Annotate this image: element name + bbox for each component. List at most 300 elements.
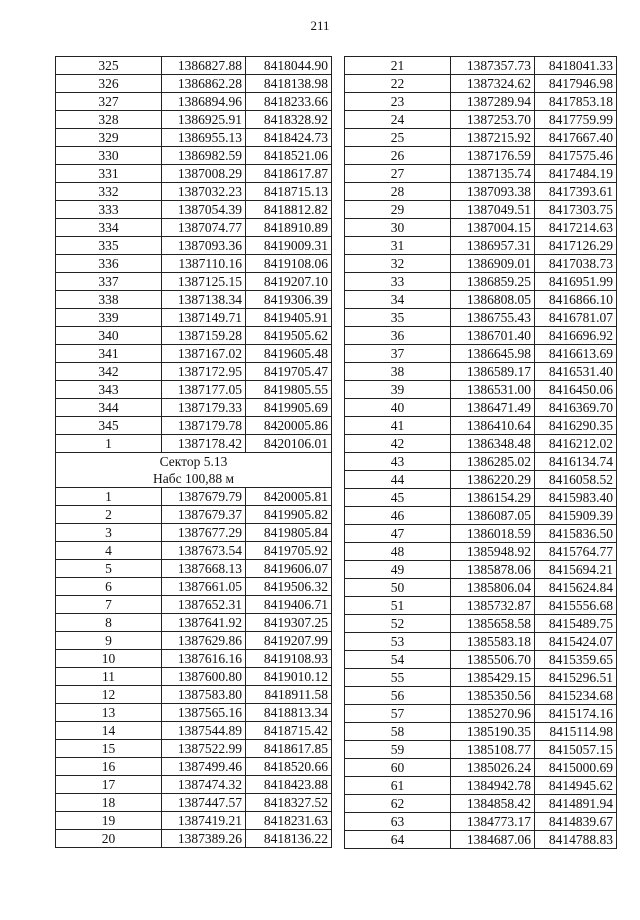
- coord-y: 8415694.21: [535, 561, 617, 579]
- coord-y: 8415296.51: [535, 669, 617, 687]
- coord-x: 1386808.05: [451, 291, 535, 309]
- table-row: [345, 543, 617, 561]
- point-number: 344: [56, 399, 162, 417]
- table-row: [345, 687, 617, 705]
- table-row: [345, 759, 617, 777]
- table-row: [56, 93, 332, 111]
- coord-x: 1387616.16: [162, 650, 246, 668]
- coord-x: 1387049.51: [451, 201, 535, 219]
- table-row: [56, 183, 332, 201]
- point-number: 328: [56, 111, 162, 129]
- point-number: 343: [56, 381, 162, 399]
- table-row: [345, 777, 617, 795]
- point-number: 327: [56, 93, 162, 111]
- table-row: [345, 399, 617, 417]
- coord-y: 8419108.93: [246, 650, 332, 668]
- coord-x: 1387074.77: [162, 219, 246, 237]
- coord-y: 8416781.07: [535, 309, 617, 327]
- coord-x: 1386220.29: [451, 471, 535, 489]
- coord-x: 1387167.02: [162, 345, 246, 363]
- table-row: [56, 812, 332, 830]
- coord-x: 1387673.54: [162, 542, 246, 560]
- point-number: 38: [345, 363, 451, 381]
- coord-y: 8419009.31: [246, 237, 332, 255]
- coord-x: 1387093.36: [162, 237, 246, 255]
- coord-y: 8415057.15: [535, 741, 617, 759]
- coord-y: 8416531.40: [535, 363, 617, 381]
- coord-y: 8415000.69: [535, 759, 617, 777]
- sector-subtitle: Набс 100,88 м: [56, 470, 332, 488]
- coord-x: 1387125.15: [162, 273, 246, 291]
- coord-x: 1387583.80: [162, 686, 246, 704]
- point-number: 5: [56, 560, 162, 578]
- table-row: [345, 291, 617, 309]
- coord-x: 1384773.17: [451, 813, 535, 831]
- table-row: [345, 111, 617, 129]
- coord-x: 1387135.74: [451, 165, 535, 183]
- point-number: 14: [56, 722, 162, 740]
- coord-y: 8417484.19: [535, 165, 617, 183]
- coord-y: 8420005.86: [246, 417, 332, 435]
- coord-y: 8417759.99: [535, 111, 617, 129]
- coord-y: 8417393.61: [535, 183, 617, 201]
- table-row: [56, 524, 332, 542]
- point-number: 329: [56, 129, 162, 147]
- coord-y: 8415424.07: [535, 633, 617, 651]
- coord-x: 1386925.91: [162, 111, 246, 129]
- table-row: [56, 327, 332, 345]
- table-row: [56, 237, 332, 255]
- coord-y: 8419606.07: [246, 560, 332, 578]
- point-number: 33: [345, 273, 451, 291]
- point-number: 24: [345, 111, 451, 129]
- coord-x: 1386285.02: [451, 453, 535, 471]
- coord-x: 1387661.05: [162, 578, 246, 596]
- table-row: [345, 309, 617, 327]
- coordinates-table-right: [344, 56, 617, 849]
- table-row: [56, 614, 332, 632]
- coord-x: 1387447.57: [162, 794, 246, 812]
- coord-y: 8419805.84: [246, 524, 332, 542]
- coord-x: 1387474.32: [162, 776, 246, 794]
- point-number: 334: [56, 219, 162, 237]
- coord-x: 1387149.71: [162, 309, 246, 327]
- point-number: 1: [56, 488, 162, 506]
- coord-y: 8415174.16: [535, 705, 617, 723]
- table-row: [56, 57, 332, 75]
- coord-y: 8418041.33: [535, 57, 617, 75]
- coord-x: 1387668.13: [162, 560, 246, 578]
- table-row: [345, 147, 617, 165]
- point-number: 6: [56, 578, 162, 596]
- coord-y: 8419010.12: [246, 668, 332, 686]
- coord-y: 8417303.75: [535, 201, 617, 219]
- coord-x: 1387677.29: [162, 524, 246, 542]
- coord-y: 8419207.99: [246, 632, 332, 650]
- coord-x: 1385429.15: [451, 669, 535, 687]
- point-number: 62: [345, 795, 451, 813]
- coord-x: 1385583.18: [451, 633, 535, 651]
- point-number: 22: [345, 75, 451, 93]
- coord-x: 1387419.21: [162, 812, 246, 830]
- coord-x: 1387178.42: [162, 435, 246, 453]
- coord-x: 1387499.46: [162, 758, 246, 776]
- point-number: 64: [345, 831, 451, 849]
- point-number: 1: [56, 435, 162, 453]
- point-number: 339: [56, 309, 162, 327]
- point-number: 51: [345, 597, 451, 615]
- coord-x: 1387679.79: [162, 488, 246, 506]
- coord-x: 1386827.88: [162, 57, 246, 75]
- coord-x: 1386410.64: [451, 417, 535, 435]
- coord-y: 8419605.48: [246, 345, 332, 363]
- point-number: 50: [345, 579, 451, 597]
- coord-x: 1387641.92: [162, 614, 246, 632]
- coord-y: 8418136.22: [246, 830, 332, 848]
- coord-y: 8415556.68: [535, 597, 617, 615]
- point-number: 37: [345, 345, 451, 363]
- coord-x: 1387110.16: [162, 255, 246, 273]
- coord-y: 8419108.06: [246, 255, 332, 273]
- coord-x: 1385506.70: [451, 651, 535, 669]
- coord-x: 1386589.17: [451, 363, 535, 381]
- table-row: [345, 363, 617, 381]
- point-number: 35: [345, 309, 451, 327]
- coord-x: 1385732.87: [451, 597, 535, 615]
- coord-y: 8419406.71: [246, 596, 332, 614]
- point-number: 326: [56, 75, 162, 93]
- coord-y: 8419805.55: [246, 381, 332, 399]
- coord-y: 8418233.66: [246, 93, 332, 111]
- coord-y: 8415836.50: [535, 525, 617, 543]
- coord-x: 1385806.04: [451, 579, 535, 597]
- table-row: [345, 705, 617, 723]
- point-number: 30: [345, 219, 451, 237]
- table-row: [56, 147, 332, 165]
- coord-y: 8416212.02: [535, 435, 617, 453]
- coord-x: 1385190.35: [451, 723, 535, 741]
- table-row: [56, 129, 332, 147]
- table-row: [56, 758, 332, 776]
- point-number: 340: [56, 327, 162, 345]
- coord-y: 8418520.66: [246, 758, 332, 776]
- point-number: 13: [56, 704, 162, 722]
- page-number: 211: [310, 18, 330, 33]
- point-number: 49: [345, 561, 451, 579]
- coord-y: 8418424.73: [246, 129, 332, 147]
- point-number: 63: [345, 813, 451, 831]
- coord-y: 8420005.81: [246, 488, 332, 506]
- coord-y: 8418044.90: [246, 57, 332, 75]
- coord-y: 8414891.94: [535, 795, 617, 813]
- point-number: 20: [56, 830, 162, 848]
- point-number: 325: [56, 57, 162, 75]
- coord-y: 8416369.70: [535, 399, 617, 417]
- coord-y: 8414945.62: [535, 777, 617, 795]
- coord-x: 1384858.42: [451, 795, 535, 813]
- point-number: 48: [345, 543, 451, 561]
- table-row: [56, 255, 332, 273]
- point-number: 58: [345, 723, 451, 741]
- table-row: [345, 507, 617, 525]
- table-row: [345, 579, 617, 597]
- coord-x: 1387389.26: [162, 830, 246, 848]
- sector-header-row: [56, 453, 332, 471]
- table-row: [56, 435, 332, 453]
- table-row: [345, 201, 617, 219]
- coord-x: 1386645.98: [451, 345, 535, 363]
- table-row: [56, 776, 332, 794]
- coord-y: 8418812.82: [246, 201, 332, 219]
- coord-y: 8417575.46: [535, 147, 617, 165]
- point-number: 40: [345, 399, 451, 417]
- coord-x: 1387600.80: [162, 668, 246, 686]
- table-row: [56, 488, 332, 506]
- coord-x: 1385878.06: [451, 561, 535, 579]
- table-row: [345, 57, 617, 75]
- coord-x: 1387138.34: [162, 291, 246, 309]
- coord-x: 1386087.05: [451, 507, 535, 525]
- point-number: 44: [345, 471, 451, 489]
- table-row: [345, 651, 617, 669]
- point-number: 41: [345, 417, 451, 435]
- coord-x: 1386471.49: [451, 399, 535, 417]
- table-row: [56, 291, 332, 309]
- point-number: 331: [56, 165, 162, 183]
- point-number: 3: [56, 524, 162, 542]
- coord-y: 8416951.99: [535, 273, 617, 291]
- table-row: [345, 435, 617, 453]
- table-row: [56, 273, 332, 291]
- coord-x: 1385658.58: [451, 615, 535, 633]
- table-row: [56, 722, 332, 740]
- coord-x: 1385270.96: [451, 705, 535, 723]
- table-row: [345, 489, 617, 507]
- point-number: 29: [345, 201, 451, 219]
- coord-y: 8420106.01: [246, 435, 332, 453]
- table-row: [56, 740, 332, 758]
- point-number: 16: [56, 758, 162, 776]
- coord-y: 8418715.42: [246, 722, 332, 740]
- coord-y: 8415983.40: [535, 489, 617, 507]
- coord-x: 1387289.94: [451, 93, 535, 111]
- table-row: [345, 723, 617, 741]
- table-row: [56, 704, 332, 722]
- coord-x: 1387054.39: [162, 201, 246, 219]
- point-number: 46: [345, 507, 451, 525]
- coord-x: 1387357.73: [451, 57, 535, 75]
- point-number: 60: [345, 759, 451, 777]
- point-number: 36: [345, 327, 451, 345]
- coord-x: 1387179.78: [162, 417, 246, 435]
- coord-x: 1386957.31: [451, 237, 535, 255]
- table-row: [345, 795, 617, 813]
- point-number: 336: [56, 255, 162, 273]
- point-number: 28: [345, 183, 451, 201]
- table-row: [345, 183, 617, 201]
- coord-y: 8416613.69: [535, 345, 617, 363]
- point-number: 26: [345, 147, 451, 165]
- coord-y: 8417038.73: [535, 255, 617, 273]
- coord-x: 1386862.28: [162, 75, 246, 93]
- point-number: 345: [56, 417, 162, 435]
- table-row: [345, 471, 617, 489]
- coord-x: 1386859.25: [451, 273, 535, 291]
- point-number: 341: [56, 345, 162, 363]
- coord-y: 8418813.34: [246, 704, 332, 722]
- table-row: [56, 201, 332, 219]
- table-row: [345, 129, 617, 147]
- point-number: 330: [56, 147, 162, 165]
- table-row: [345, 597, 617, 615]
- point-number: 53: [345, 633, 451, 651]
- point-number: 17: [56, 776, 162, 794]
- point-number: 19: [56, 812, 162, 830]
- coord-x: 1384687.06: [451, 831, 535, 849]
- point-number: 335: [56, 237, 162, 255]
- point-number: 333: [56, 201, 162, 219]
- coord-x: 1387253.70: [451, 111, 535, 129]
- coord-y: 8418327.52: [246, 794, 332, 812]
- coord-y: 8419905.69: [246, 399, 332, 417]
- point-number: 61: [345, 777, 451, 795]
- table-row: [345, 813, 617, 831]
- table-row: [56, 506, 332, 524]
- coord-x: 1387004.15: [451, 219, 535, 237]
- coord-x: 1387522.99: [162, 740, 246, 758]
- table-row: [345, 75, 617, 93]
- coord-x: 1387215.92: [451, 129, 535, 147]
- coord-x: 1385026.24: [451, 759, 535, 777]
- coord-y: 8418423.88: [246, 776, 332, 794]
- coord-y: 8418911.58: [246, 686, 332, 704]
- table-row: [56, 668, 332, 686]
- point-number: 10: [56, 650, 162, 668]
- point-number: 54: [345, 651, 451, 669]
- table-row: [56, 686, 332, 704]
- table-row: [56, 650, 332, 668]
- coord-x: 1387629.86: [162, 632, 246, 650]
- point-number: 39: [345, 381, 451, 399]
- table-row: [56, 345, 332, 363]
- point-number: 55: [345, 669, 451, 687]
- point-number: 32: [345, 255, 451, 273]
- table-row: [345, 345, 617, 363]
- coord-y: 8419307.25: [246, 614, 332, 632]
- table-row: [345, 831, 617, 849]
- coord-y: 8414788.83: [535, 831, 617, 849]
- coord-x: 1384942.78: [451, 777, 535, 795]
- table-row: [345, 381, 617, 399]
- point-number: 52: [345, 615, 451, 633]
- point-number: 42: [345, 435, 451, 453]
- table-row: [345, 453, 617, 471]
- coord-y: 8415624.84: [535, 579, 617, 597]
- coord-y: 8415909.39: [535, 507, 617, 525]
- table-row: [56, 560, 332, 578]
- point-number: 27: [345, 165, 451, 183]
- coord-x: 1386982.59: [162, 147, 246, 165]
- table-row: [345, 741, 617, 759]
- table-row: [56, 542, 332, 560]
- table-row: [56, 165, 332, 183]
- coord-x: 1386531.00: [451, 381, 535, 399]
- point-number: 15: [56, 740, 162, 758]
- coord-y: 8415359.65: [535, 651, 617, 669]
- coord-x: 1387032.23: [162, 183, 246, 201]
- table-row: [345, 561, 617, 579]
- coord-y: 8417853.18: [535, 93, 617, 111]
- point-number: 47: [345, 525, 451, 543]
- point-number: 332: [56, 183, 162, 201]
- coord-y: 8415234.68: [535, 687, 617, 705]
- coord-y: 8415489.75: [535, 615, 617, 633]
- coord-x: 1387652.31: [162, 596, 246, 614]
- point-number: 18: [56, 794, 162, 812]
- coord-x: 1385350.56: [451, 687, 535, 705]
- coord-x: 1387544.89: [162, 722, 246, 740]
- coord-y: 8417946.98: [535, 75, 617, 93]
- coord-x: 1387093.38: [451, 183, 535, 201]
- coord-x: 1386894.96: [162, 93, 246, 111]
- coord-x: 1387679.37: [162, 506, 246, 524]
- point-number: 45: [345, 489, 451, 507]
- table-row: [56, 219, 332, 237]
- coord-y: 8418617.87: [246, 165, 332, 183]
- table-row: [345, 165, 617, 183]
- coord-y: 8418910.89: [246, 219, 332, 237]
- sector-title: Сектор 5.13: [56, 453, 332, 471]
- point-number: 23: [345, 93, 451, 111]
- coord-x: 1387179.33: [162, 399, 246, 417]
- table-row: [56, 794, 332, 812]
- table-row: [345, 633, 617, 651]
- sector-subheader-row: [56, 470, 332, 488]
- coord-y: 8419505.62: [246, 327, 332, 345]
- coord-x: 1385108.77: [451, 741, 535, 759]
- point-number: 21: [345, 57, 451, 75]
- coord-y: 8419207.10: [246, 273, 332, 291]
- point-number: 2: [56, 506, 162, 524]
- table-row: [56, 632, 332, 650]
- coord-y: 8415114.98: [535, 723, 617, 741]
- table-row: [56, 111, 332, 129]
- point-number: 57: [345, 705, 451, 723]
- coord-x: 1386154.29: [451, 489, 535, 507]
- point-number: 338: [56, 291, 162, 309]
- table-row: [56, 399, 332, 417]
- coord-y: 8417126.29: [535, 237, 617, 255]
- point-number: 31: [345, 237, 451, 255]
- point-number: 34: [345, 291, 451, 309]
- coord-y: 8418328.92: [246, 111, 332, 129]
- point-number: 7: [56, 596, 162, 614]
- coord-y: 8419905.82: [246, 506, 332, 524]
- table-row: [345, 525, 617, 543]
- coord-x: 1387565.16: [162, 704, 246, 722]
- table-row: [345, 327, 617, 345]
- table-row: [56, 417, 332, 435]
- table-row: [345, 93, 617, 111]
- coord-y: 8414839.67: [535, 813, 617, 831]
- point-number: 11: [56, 668, 162, 686]
- coord-y: 8418138.98: [246, 75, 332, 93]
- table-row: [345, 669, 617, 687]
- coord-y: 8417214.63: [535, 219, 617, 237]
- coord-y: 8418715.13: [246, 183, 332, 201]
- coord-y: 8418231.63: [246, 812, 332, 830]
- coord-x: 1386348.48: [451, 435, 535, 453]
